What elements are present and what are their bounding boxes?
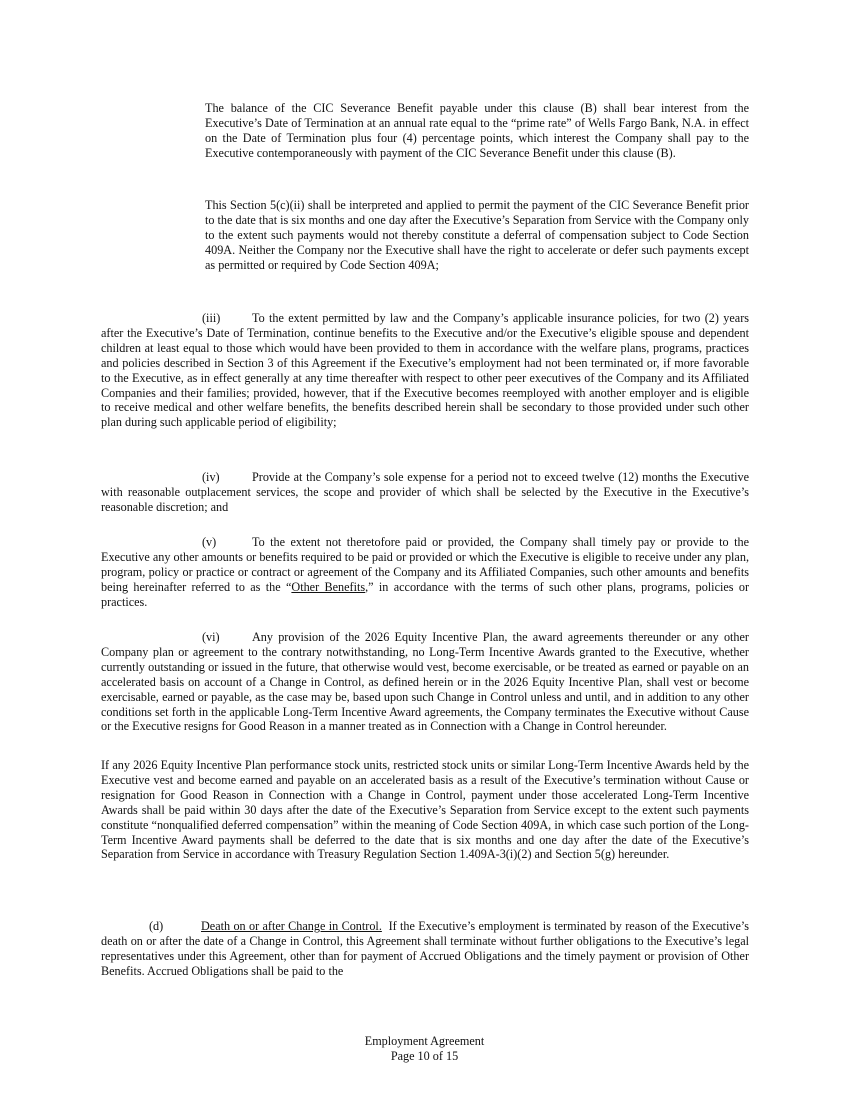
paragraph-accelerated-awards: If any 2026 Equity Incentive Plan performance stock units, restricted stock units or similar Long-Term Incentive Awards held by the Executive vest and become earned and payable on an accelerated basis as a result of the Executive’s termination without Cause or resignation for Good Reason in Connection with a Change in Control, payment under those accelerated Long-Term Incentive Awards shall be paid within 30 days after the date of the Executive’s Separation from Service except to the extent such payments constitute “nonqualified deferred compensation” within the meaning of Code Section 409A, in which case such portion of the Long-Term Incentive Award payments shall be deferred to the date that is six months and one day after the date of the Executive’s Separation from Service in accordance with Treasury Regulation Section 1.409A-3(i)(2) and Section 5(g) hereunder. xyxy=(101,758,749,862)
clause-number-vi: (vi) xyxy=(202,630,220,644)
footer-document-title: Employment Agreement xyxy=(364,1034,485,1048)
clause-number-d: (d) xyxy=(149,919,164,933)
clause-text-iv: Provide at the Company’s sole expense for a period not to exceed twelve (12) months the Executive with reasonable outplacement services, the scope and provider of which shall be selected by the Executive in the Executive’s reasonable discretion; and xyxy=(101,470,749,514)
paragraph-d-death xyxy=(101,919,749,979)
clause-number-iii: (iii) xyxy=(202,311,221,325)
defined-term-other-benefits: Other Benefits xyxy=(291,579,366,594)
paragraph-iii-benefits xyxy=(101,311,749,430)
clause-text-v-part2: ,” in accordance with the terms of such other plans, programs, policies or practices. xyxy=(101,579,750,609)
footer-page-number: Page 10 of 15 xyxy=(390,1049,459,1063)
clause-number-iv: (iv) xyxy=(202,470,220,484)
clause-number-v: (v) xyxy=(202,535,217,549)
clause-text-d: If the Executive’s employment is terminated by reason of the Executive’s death on or after the date of a Change in Control, this Agreement shall terminate without further obligations to the Executive’s legal representatives under this Agreement, other than for payment of Accrued Obligations and the timely payment or provision of Other Benefits. Accrued Obligations shall be paid to the xyxy=(101,919,750,978)
section-heading-death: Death on or after Change in Control. xyxy=(201,919,382,933)
clause-text-v-part1: To the extent not theretofore paid or provided, the Company shall timely pay or provide to the Executive any other amounts or benefits required to be paid or provided or which the Executive is eligible to receive under any plan, program, policy or practice or contract or agreement of the Company and its Affiliated Companies, such other amounts and benefits being hereinafter referred to as the “ xyxy=(101,535,749,594)
paragraph-section-409a: This Section 5(c)(ii) shall be interpreted and applied to permit the payment of the CIC Severance Benefit prior to the date that is six months and one day after the Executive’s Separation from Service with the Company only to the extent such payments would not thereby constitute a deferral of compensation subject to Code Section 409A. Neither the Company nor the Executive shall have the right to accelerate or defer such payments except as permitted or required by Code Section 409A; xyxy=(205,198,749,272)
page-footer xyxy=(0,1034,849,1064)
paragraph-vi-equity-plan xyxy=(101,630,749,734)
paragraph-v-other-benefits xyxy=(101,535,749,610)
paragraph-iv-outplacement xyxy=(101,470,749,515)
paragraph-interest-clause: The balance of the CIC Severance Benefit payable under this clause (B) shall bear interest from the Executive’s Date of Termination at an annual rate equal to the “prime rate” of Wells Fargo Bank, N.A. in effect on the Date of Termination plus four (4) percentage points, which interest the Company shall pay to the Executive contemporaneously with payment of the CIC Severance Benefit under this clause (B). xyxy=(205,101,749,160)
clause-text-iii: To the extent permitted by law and the Company’s applicable insurance policies, for two (2) years after the Executive’s Date of Termination, continue benefits to the Executive and/or the Executive’s eligible spouse and dependent children at least equal to those which would have been provided to them in accordance with the welfare plans, programs, practices and policies described in Section 3 of this Agreement if the Executive’s employment had not been terminated or, if more favorable to the Executive, as in effect generally at any time thereafter with respect to other peer executives of the Company and its Affiliated Companies and their families; provided, however, that if the Executive becomes reemployed with another employer and is eligible to receive medical and other welfare benefits, the benefits described herein shall be secondary to those provided under such other plan during such applicable period of eligibility; xyxy=(101,311,749,430)
clause-text-vi: Any provision of the 2026 Equity Incentive Plan, the award agreements thereunder or any other Company plan or agreement to the contrary notwithstanding, no Long-Term Incentive Awards granted to the Executive, whether currently outstanding or issued in the future, that otherwise would vest, become exercisable, or be treated as earned or payable on an accelerated basis on account of a Change in Control, as defined herein or in the 2026 Equity Incentive Plan, shall vest or become exercisable, earned or payable, as the case may be, based upon such Change in Control unless and until, and in addition to any other conditions set forth in the applicable Long-Term Incentive Award agreements, the Company terminates the Executive without Cause or the Executive resigns for Good Reason in a manner treated as in Connection with a Change in Control hereunder. xyxy=(101,630,749,734)
